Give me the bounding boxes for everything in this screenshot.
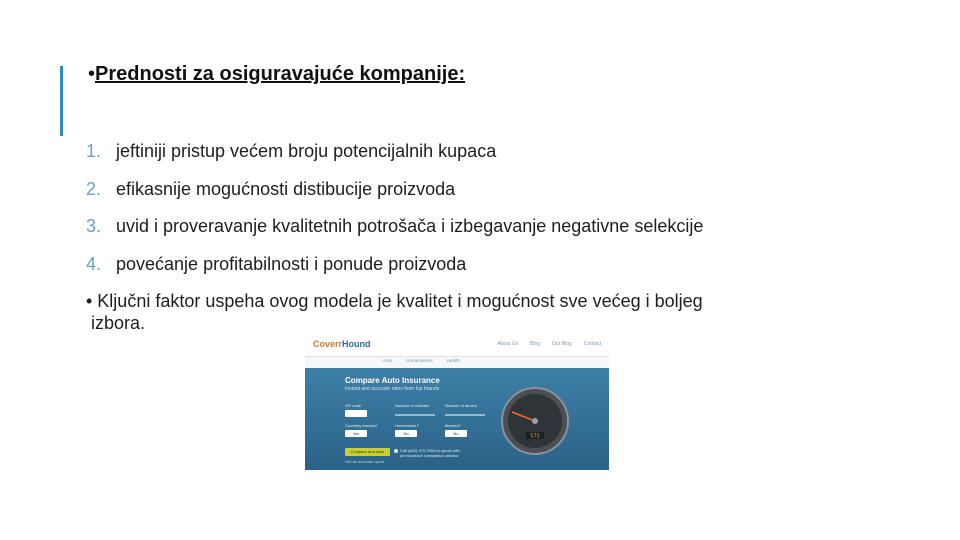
tab-auto: Auto — [383, 358, 393, 363]
site-navbar — [305, 332, 609, 357]
vehicles-label: Number of vehicles — [395, 403, 430, 408]
accent-bar — [60, 66, 63, 136]
married-select: No — [445, 430, 467, 437]
nav-link: Contact — [583, 341, 601, 347]
zip-input — [345, 410, 367, 417]
phone-text: Call (800) 979-7900 to speak with an insurance comparison advisor — [400, 448, 460, 458]
married-label: Married? — [445, 423, 461, 428]
list-text: povećanje profitabilnosti i ponude proizvoda — [116, 253, 467, 274]
nav-link: About Us — [497, 341, 519, 347]
website-screenshot — [305, 332, 609, 470]
site-hero — [305, 368, 609, 470]
zip-label: ZIP code — [345, 403, 361, 408]
site-nav-links — [497, 341, 601, 347]
list-number: 2. — [86, 178, 102, 199]
speedometer-icon — [500, 386, 570, 456]
drivers-slider — [445, 414, 485, 416]
heading-bullet: • — [88, 63, 96, 85]
note-line-2: izbora. — [91, 313, 146, 333]
compare-button: Compare and save — [345, 448, 390, 456]
site-tabs — [383, 358, 460, 363]
compare-subtext: Get an accurate quote — [345, 459, 385, 464]
list-number: 4. — [86, 253, 102, 274]
list-number: 3. — [86, 216, 102, 236]
list-item — [86, 213, 703, 251]
note-line-1: • Ključni faktor uspeha ovog modela je kvalitet i mogućnost sve većeg i boljeg — [86, 291, 703, 311]
tab-health: Health — [446, 358, 460, 363]
list-item — [86, 251, 703, 289]
tab-homeowners: Homeowners — [406, 358, 433, 363]
key-factor-note — [86, 290, 866, 334]
vehicles-slider — [395, 414, 435, 416]
insured-label: Currently insured? — [345, 423, 378, 428]
heading-text: Prednosti za osiguravajuće kompanije: — [95, 63, 466, 85]
homeowner-select: No — [395, 430, 417, 437]
list-text: jeftiniji pristup većem broju potencijalnih kupaca — [116, 141, 497, 161]
insured-select: Yes — [345, 430, 367, 437]
list-text: uvid i proveravanje kvalitetnih potrošača i izbegavanje negativne selekcije — [116, 216, 704, 236]
hero-subtitle: Instant and accurate rates from top brands — [345, 386, 440, 392]
phone-icon — [394, 449, 398, 453]
benefits-list — [86, 138, 703, 288]
site-logo: CoverrHound — [313, 339, 371, 349]
list-text: efikasnije mogućnosti distibucije proizvoda — [116, 178, 456, 199]
gauge-value: 575 — [530, 433, 540, 440]
nav-link: Blog — [530, 341, 541, 347]
list-item — [86, 176, 703, 214]
hero-title: Compare Auto Insurance — [345, 376, 440, 385]
homeowner-label: Homeowner? — [395, 423, 419, 428]
slide-heading — [88, 63, 465, 86]
list-number: 1. — [86, 141, 102, 161]
list-item — [86, 138, 703, 176]
nav-link: Our Blog — [552, 341, 572, 347]
drivers-label: Number of drivers — [445, 403, 477, 408]
